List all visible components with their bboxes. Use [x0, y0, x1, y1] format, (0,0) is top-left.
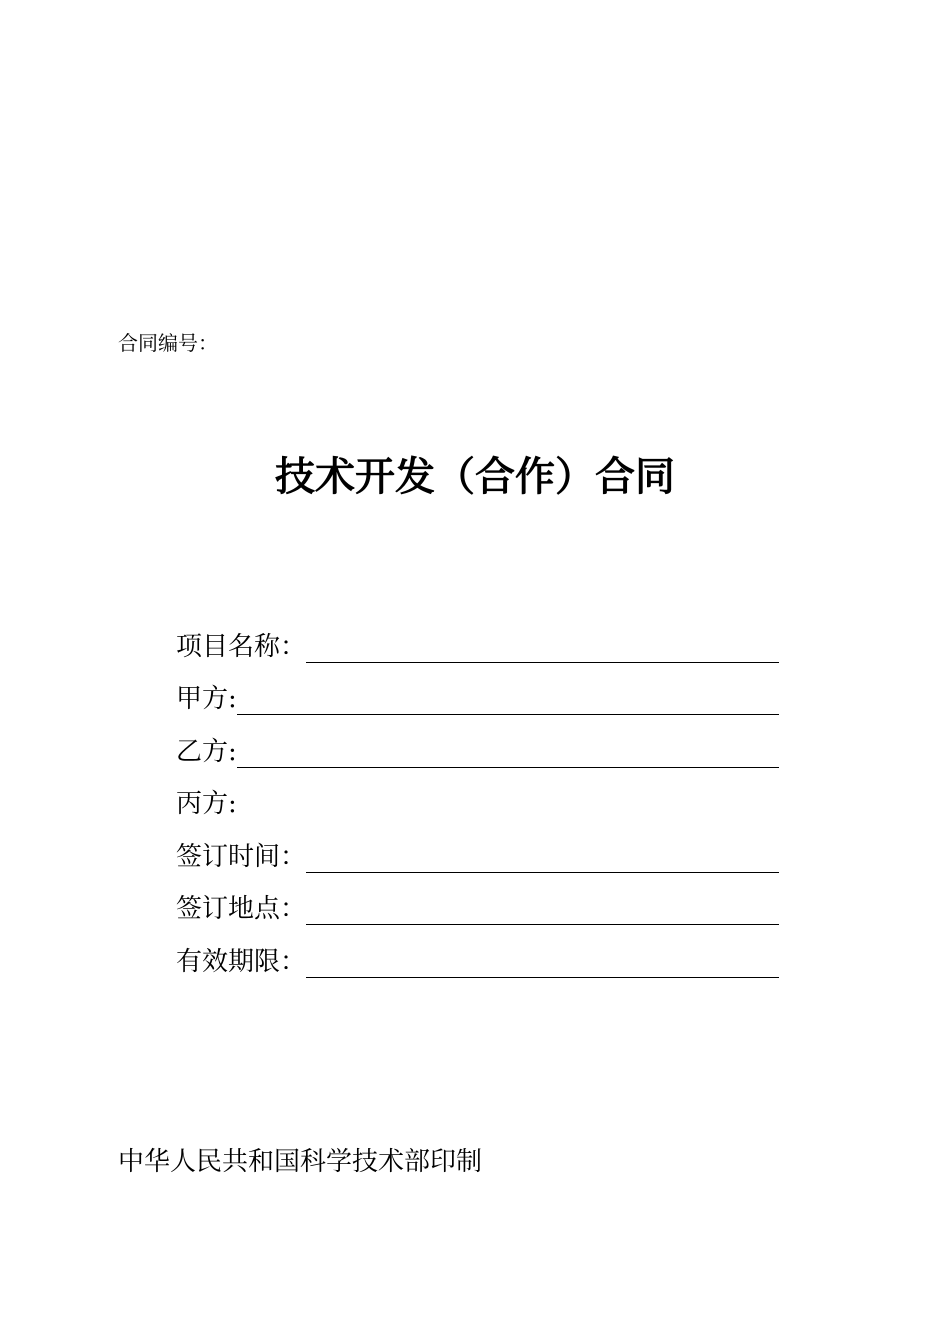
field-validity-period	[176, 929, 779, 982]
field-label: 签订时间：	[176, 841, 307, 872]
fill-in-line	[237, 713, 779, 715]
contract-number-label: 合同编号：	[118, 331, 218, 355]
publisher-footer: 中华人民共和国科学技术部印制	[118, 1147, 483, 1177]
field-label: 有效期限：	[176, 946, 307, 977]
fill-in-line	[306, 976, 779, 978]
fill-in-line	[306, 871, 779, 873]
field-label: 签订地点：	[176, 894, 307, 924]
field-label: 乙方:	[176, 736, 237, 767]
fill-in-line-blank	[237, 819, 779, 820]
field-label: 丙方:	[176, 789, 237, 819]
fill-in-line	[237, 766, 779, 768]
field-party-c	[176, 772, 779, 825]
fill-in-line	[306, 923, 779, 925]
field-signing-date	[176, 824, 779, 877]
field-signing-place	[176, 877, 779, 930]
document-title: 技术开发（合作）合同	[275, 454, 675, 500]
field-label: 项目名称：	[176, 631, 307, 662]
fill-in-line	[306, 661, 779, 663]
field-party-b	[176, 719, 779, 772]
field-label: 甲方:	[176, 684, 237, 714]
field-party-a	[176, 667, 779, 720]
contract-fields	[176, 614, 779, 982]
field-project-name	[176, 614, 779, 667]
